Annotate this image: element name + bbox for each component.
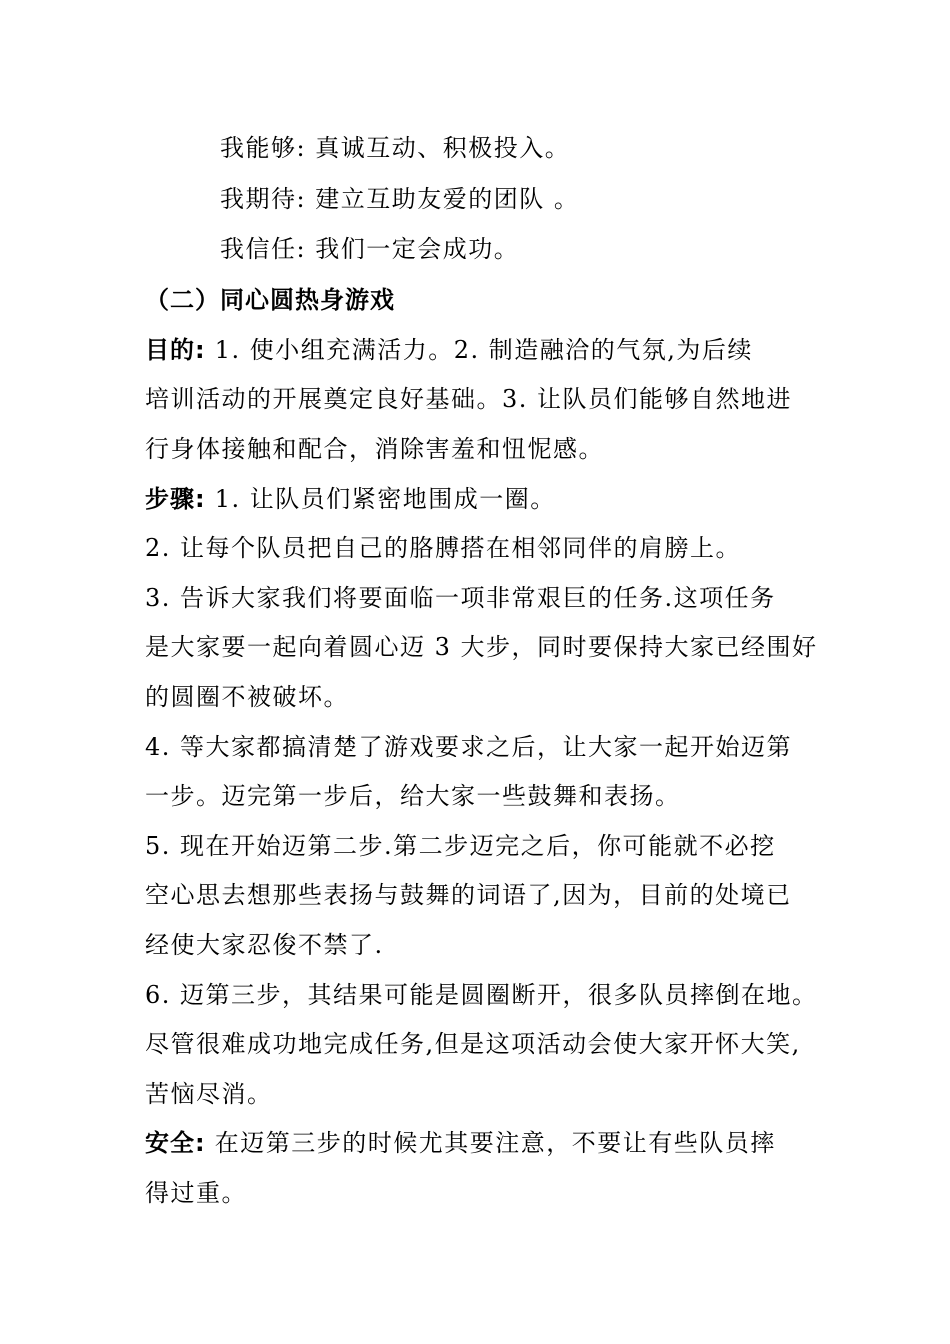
steps-line-2: 2. 让每个队员把自己的胳膊搭在相邻同伴的肩膀上。 [145, 534, 742, 562]
safety-label: 安全: [145, 1129, 206, 1157]
safety-line-1 [145, 1126, 776, 1160]
steps-line-4: 是大家要一起向着圆心迈 3 大步，同时要保持大家已经围好 [145, 633, 818, 661]
steps-line-8: 5. 现在开始迈第二步.第二步迈完之后，你可能就不必挖 [145, 832, 776, 860]
steps-line-5: 的圆圈不被破坏。 [145, 683, 349, 711]
intro-line-3: 我信任: 我们一定会成功。 [220, 235, 520, 263]
steps-label: 步骤: [145, 485, 206, 513]
intro-line-2: 我期待: 建立互助友爱的团队 。 [220, 185, 580, 213]
purpose-line-1 [145, 333, 753, 367]
purpose-line-2: 培训活动的开展奠定良好基础。3. 让队员们能够自然地进 [145, 385, 793, 413]
steps-text-1: 1. 让队员们紧密地围成一圈。 [205, 485, 556, 513]
intro-line-1: 我能够: 真诚互动、积极投入。 [220, 134, 571, 162]
steps-line-7: 一步。迈完第一步后，给大家一些鼓舞和表扬。 [145, 782, 681, 810]
steps-line-3: 3. 告诉大家我们将要面临一项非常艰巨的任务.这项任务 [145, 584, 776, 612]
safety-line-2: 得过重。 [145, 1179, 247, 1207]
steps-line-6: 4. 等大家都搞清楚了游戏要求之后，让大家一起开始迈第 [145, 733, 793, 761]
steps-line-11: 6. 迈第三步，其结果可能是圆圈断开，很多队员摔倒在地。 [145, 981, 818, 1009]
steps-line-1 [145, 482, 556, 516]
purpose-text-1: 1. 使小组充满活力。2. 制造融洽的气氛,为后续 [205, 336, 753, 364]
steps-line-9: 空心思去想那些表扬与鼓舞的词语了,因为，目前的处境已 [145, 881, 792, 909]
purpose-line-3: 行身体接触和配合，消除害羞和忸怩感。 [145, 435, 604, 463]
steps-line-13: 苦恼尽消。 [145, 1080, 273, 1108]
safety-text-1: 在迈第三步的时候尤其要注意，不要让有些队员摔 [205, 1129, 776, 1157]
steps-line-10: 经使大家忍俊不禁了. [145, 931, 384, 959]
section-title: （二）同心圆热身游戏 [145, 286, 395, 314]
steps-line-12: 尽管很难成功地完成任务,但是这项活动会使大家开怀大笑, [145, 1030, 801, 1058]
purpose-label: 目的: [145, 336, 206, 364]
